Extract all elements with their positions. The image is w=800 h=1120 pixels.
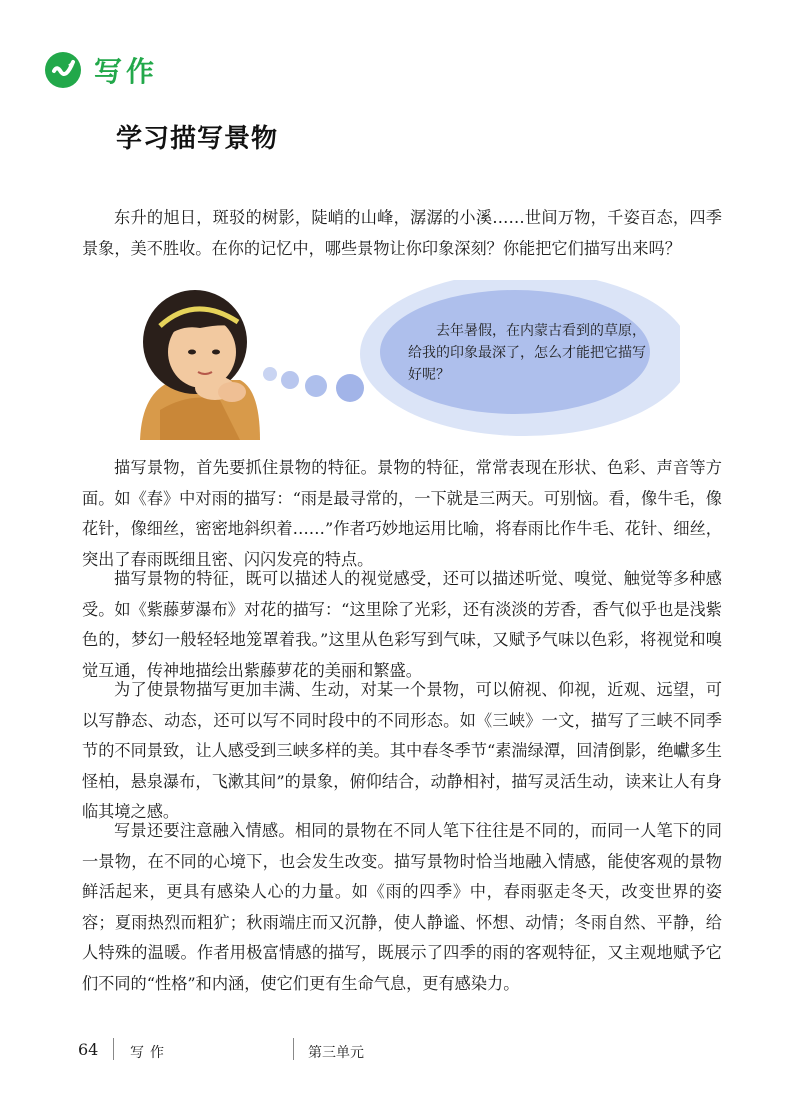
paragraph-emotion: 写景还要注意融入情感。相同的景物在不同人笔下往往是不同的，而同一人笔下的同一景物，在不同的心境下，也会发生改变。描写景物时恰当地融入情感，能使客观的景物鲜活起来，更具有感染人心的力量。如《雨的四季》中，春雨驱走冬天，改变世界的姿容；夏雨热烈而粗犷；秋雨端庄而又沉静，使人静谧、怀想、动情；冬雨自然、平静，给人特殊的温暖。作者用极富情感的描写，既展示了四季的雨的客观特征，又主观地赋予它们不同的“性格”和内涵，使它们更有生命气息，更有感染力。 bbox=[82, 821, 722, 993]
girl-figure bbox=[140, 290, 260, 440]
paragraph-features: 描写景物，首先要抓住景物的特征。景物的特征，常常表现在形状、色彩、声音等方面。如《春》中对雨的描写：“雨是最寻常的，一下就是三两天。可别恼。看，像牛毛，像花针，像细丝，密密地斜织着……”作者巧妙地运用比喻，将春雨比作牛毛、花针、细丝，突出了春雨既细且密、闪闪发亮的特点。 bbox=[82, 458, 722, 569]
paragraph-perspectives: 为了使景物描写更加丰满、生动，对某一个景物，可以俯视、仰视，近观、远望，可以写静态、动态，还可以写不同时段中的不同形态。如《三峡》一文，描写了三峡不同季节的不同景致，让人感受到三峡多样的美。其中春冬季节“素湍绿潭，回清倒影，绝巘多生怪柏，悬泉瀑布，飞漱其间”的景象，俯仰结合，动静相衬，描写灵活生动，读来让人有身临其境之感。 bbox=[82, 680, 722, 821]
speech-bubble-text: 去年暑假，在内蒙古看到的草原，给我的印象最深了，怎么才能把它描写好呢？ bbox=[408, 323, 646, 383]
section-title: 写作 bbox=[94, 55, 159, 88]
page-number: 64 bbox=[78, 1040, 99, 1059]
writing-section-icon bbox=[44, 51, 82, 89]
paragraph-intro: 东升的旭日，斑驳的树影，陡峭的山峰，潺潺的小溪……世间万物，千姿百态，四季景象，美不胜收。在你的记忆中，哪些景物让你印象深刻？你能把它们描写出来吗？ bbox=[82, 208, 722, 258]
footer-divider bbox=[293, 1038, 294, 1060]
footer-section-label: 写作 bbox=[130, 1045, 170, 1061]
thought-dots bbox=[263, 367, 364, 402]
section-header bbox=[44, 50, 158, 90]
paragraph-senses: 描写景物的特征，既可以描述人的视觉感受，还可以描述听觉、嗅觉、触觉等多种感受。如《紫藤萝瀑布》对花的描写：“这里除了光彩，还有淡淡的芳香，香气似乎也是浅紫色的，梦幻一般轻轻地笼罩着我。”这里从色彩写到气味，又赋予气味以色彩，将视觉和嗅觉互通，传神地描绘出紫藤萝花的美丽和繁盛。 bbox=[82, 569, 722, 680]
page-footer bbox=[0, 1036, 800, 1066]
footer-divider bbox=[113, 1038, 114, 1060]
footer-unit-label: 第三单元 bbox=[308, 1045, 364, 1061]
lesson-title: 学习描写景物 bbox=[116, 124, 279, 154]
